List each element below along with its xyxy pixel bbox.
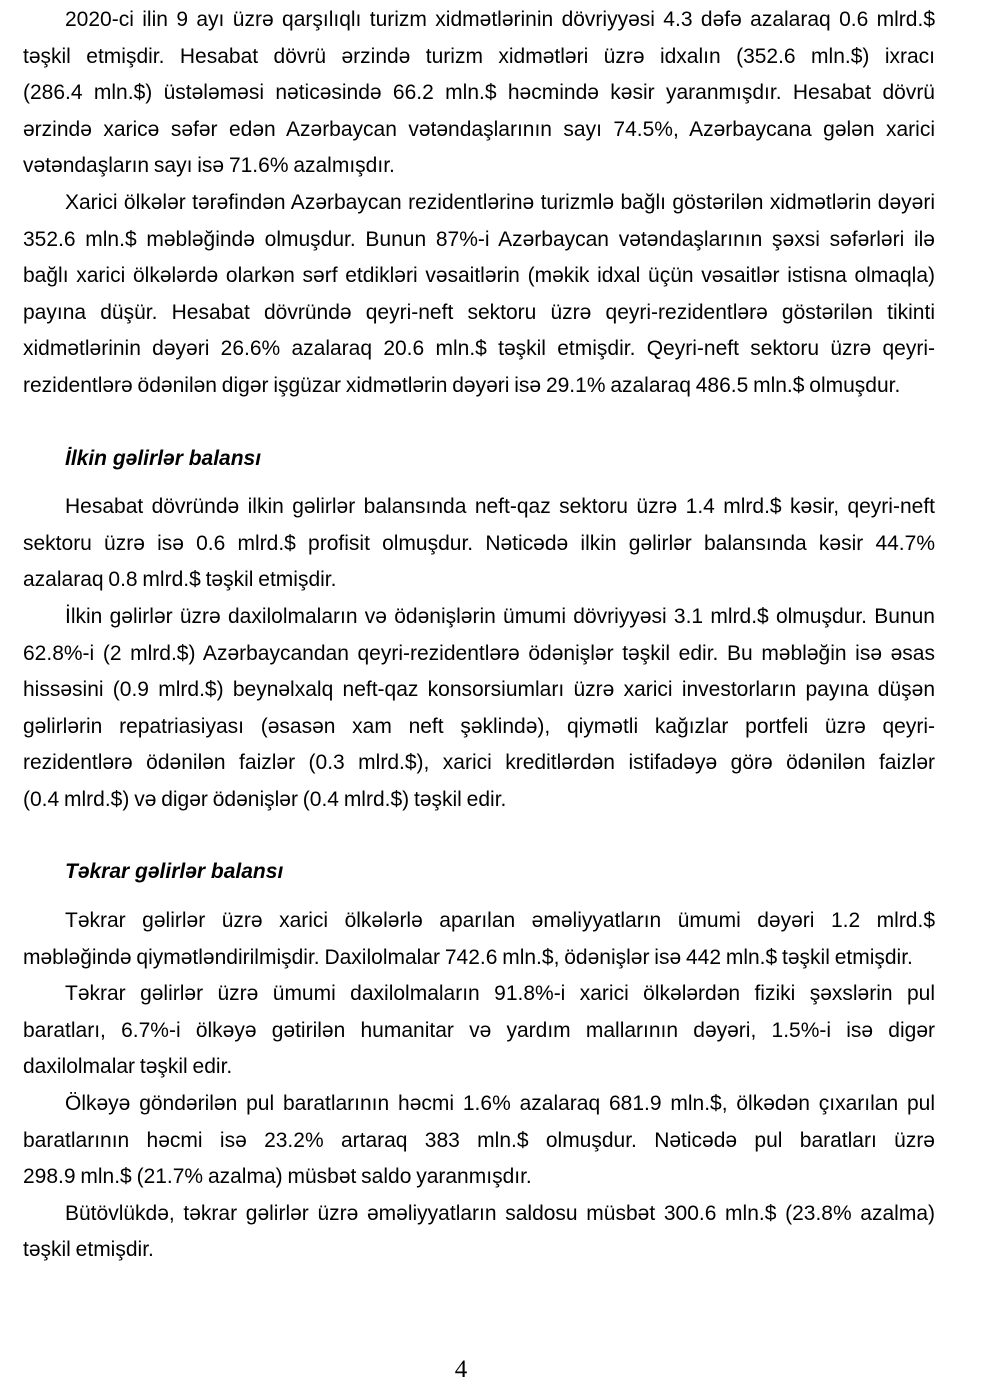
page-number: 4 (454, 1356, 468, 1383)
text-line: baratları, 6.7%-i ölkəyə gətirilən humanitar və yardım mallarının dəyəri, 1.5%-i isə digər (23, 1018, 935, 1042)
text-line: rezidentlərə ödənilən digər işgüzar xidmətlərin dəyəri isə 29.1% azalaraq 486.5 mln.$ olmuşdur. (23, 373, 901, 397)
section-heading: İlkin gəlirlər balansı (65, 446, 262, 470)
text-line: (286.4 mln.$) üstələməsi nəticəsində 66.2 mln.$ həcmində kəsir yaranmışdır. Hesabat dövrü (23, 81, 935, 105)
text-line: 298.9 mln.$ (21.7% azalma) müsbət saldo yaranmışdır. (23, 1165, 532, 1189)
section-heading: Təkrar gəlirlər balansı (65, 860, 284, 884)
text-line: təşkil etmişdir. Hesabat dövrü ərzində turizm xidmətləri üzrə idxalın (352.6 mln.$) ixracı (23, 44, 935, 68)
text-line: məbləğində qiymətləndirilmişdir. Daxilolmalar 742.6 mln.$, ödənişlər isə 442 mln.$ təşkil etmişdir. (23, 945, 913, 969)
text-line: sektoru üzrə isə 0.6 mlrd.$ profisit olmuşdur. Nəticədə ilkin gəlirlər balansında kəsir 44.7% (23, 531, 935, 555)
text-line: Xarici ölkələr tərəfindən Azərbaycan rezidentlərinə turizmlə bağlı göstərilən xidmətlərin dəyəri (65, 190, 935, 214)
text-line: 2020-ci ilin 9 ayı üzrə qarşılıqlı turizm xidmətlərinin dövriyyəsi 4.3 dəfə azalaraq 0.6 mlrd.$ (65, 8, 935, 31)
text-line: Hesabat dövründə ilkin gəlirlər balansında neft-qaz sektoru üzrə 1.4 mlrd.$ kəsir, qeyri-neft (65, 495, 935, 519)
text-line: Təkrar gəlirlər üzrə xarici ölkələrlə aparılan əməliyyatların ümumi dəyəri 1.2 mlrd.$ (65, 909, 935, 933)
text-line: hissəsini (0.9 mlrd.$) beynəlxalq neft-qaz konsorsiumları üzrə xarici investorların payına düşən (23, 678, 935, 702)
text-line: Ölkəyə göndərilən pul baratlarının həcmi 1.6% azalaraq 681.9 mln.$, ölkədən çıxarılan pul (65, 1092, 935, 1116)
document-body (23, 2, 935, 1269)
text-line: baratlarının həcmi isə 23.2% artaraq 383 mln.$ olmuşdur. Nəticədə pul baratları üzrə (23, 1128, 935, 1152)
text-line: 62.8%-i (2 mlrd.$) Azərbaycandan qeyri-rezidentlərə ödənişlər təşkil edir. Bu məbləğin isə əsas (23, 641, 935, 665)
text-line: payına düşür. Hesabat dövründə qeyri-neft sektoru üzrə qeyri-rezidentlərə göstərilən tikinti (23, 300, 935, 324)
text-line: Bütövlükdə, təkrar gəlirlər üzrə əməliyyatların saldosu müsbət 300.6 mln.$ (23.8% azalma) (65, 1201, 935, 1225)
paragraph (23, 489, 935, 599)
text-line: xidmətlərinin dəyəri 26.6% azalaraq 20.6 mln.$ təşkil etmişdir. Qeyri-neft sektoru üzrə qeyri- (23, 337, 935, 361)
text-line: Təkrar gəlirlər üzrə ümumi daxilolmaların 91.8%-i xarici ölkələrdən fiziki şəxslərin pul (65, 982, 935, 1006)
text-line: İlkin gəlirlər üzrə daxilolmaların və ödənişlərin ümumi dövriyyəsi 3.1 mlrd.$ olmuşdur. Bunun (65, 604, 935, 628)
paragraph (23, 599, 935, 819)
text-line: 352.6 mln.$ məbləğində olmuşdur. Bunun 87%-i Azərbaycan vətəndaşlarının şəxsi səfərləri ilə (23, 227, 935, 251)
paragraph (23, 185, 935, 405)
text-line: (0.4 mlrd.$) və digər ödənişlər (0.4 mlrd.$) təşkil edir. (23, 787, 507, 811)
text-line: ərzində xaricə səfər edən Azərbaycan vətəndaşlarının sayı 74.5%, Azərbaycana gələn xarici (23, 117, 935, 141)
paragraph (23, 1086, 935, 1196)
text-line: azalaraq 0.8 mlrd.$ təşkil etmişdir. (23, 568, 337, 592)
paragraph (23, 976, 935, 1086)
text-line: rezidentlərə ödənilən faizlər (0.3 mlrd.$), xarici kreditlərdən istifadəyə görə ödənilən faizlər (23, 751, 935, 775)
paragraph (23, 2, 935, 185)
text-line: gəlirlərin repatriasiyası (əsasən xam neft şəklində), qiymətli kağızlar portfeli üzrə qeyri- (23, 714, 935, 738)
text-line: bağlı xarici ölkələrdə olarkən sərf etdikləri vəsaitlərin (məkik idxal üçün vəsaitlər istisna olmaqla) (23, 264, 935, 288)
text-line: təşkil etmişdir. (23, 1238, 154, 1262)
text-line: daxilolmalar təşkil edir. (23, 1055, 233, 1079)
paragraph (23, 1196, 935, 1269)
text-line: vətəndaşların sayı isə 71.6% azalmışdır. (23, 154, 395, 178)
paragraph (23, 903, 935, 976)
